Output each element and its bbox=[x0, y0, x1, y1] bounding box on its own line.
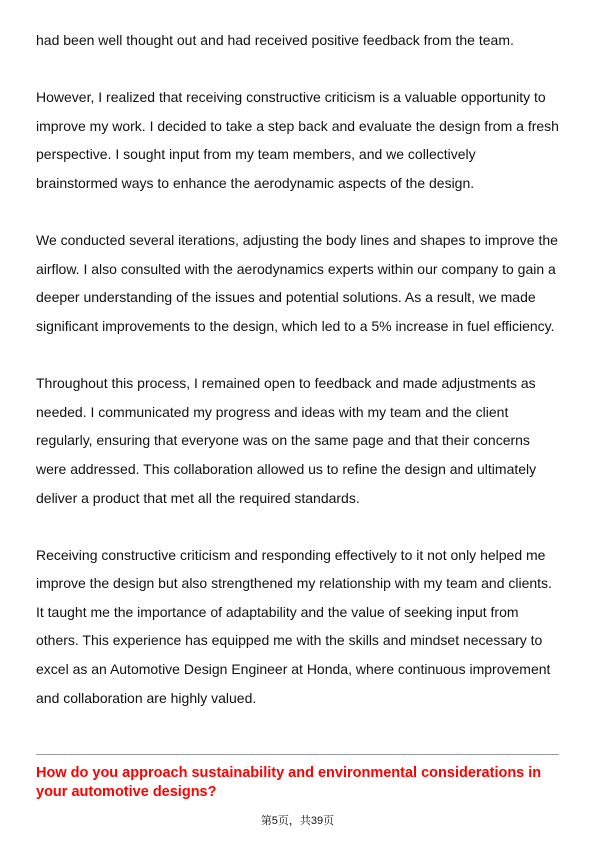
paragraph-collaboration: Throughout this process, I remained open to feedback and made adjustments as needed. I communicated my progress and ideas with my team and the client regularly, ensuring that everyone was on the same page and that their concerns were addressed. This collaboration allowed us to refine the design and ultimately deliver a product that met all the required standards. bbox=[36, 375, 537, 506]
question-heading: How do you approach sustainability and environmental considerations in your automotive designs? bbox=[36, 765, 542, 800]
paragraph-continuation: had been well thought out and had received positive feedback from the team. bbox=[36, 32, 514, 48]
section-divider bbox=[36, 754, 559, 755]
page-number: 第5页，共39页 bbox=[260, 815, 335, 827]
paragraph-iterations: We conducted several iterations, adjusting the body lines and shapes to improve the airflow. I also consulted with the aerodynamics experts within our company to gain a deeper understanding of the issues and potential solutions. As a result, we made significant improvements to the design, which led to a 5% increase in fuel efficiency. bbox=[36, 232, 558, 334]
paragraph-constructive-criticism: However, I realized that receiving constructive criticism is a valuable opportunity to improve my work. I decided to take a step back and evaluate the design from a fresh perspective. I sought input from my team members, and we collectively brainstormed ways to enhance the aerodynamic aspects of the design. bbox=[36, 89, 559, 191]
answer-body bbox=[36, 26, 561, 712]
paragraph-conclusion: Receiving constructive criticism and responding effectively to it not only helped me improve the design but also strengthened my relationship with my team and clients. It taught me the importance of adaptability and the value of seeking input from others. This experience has equipped me with the skills and mindset necessary to excel as an Automotive Design Engineer at Honda, where continuous improvement and collaboration are highly valued. bbox=[36, 546, 552, 706]
